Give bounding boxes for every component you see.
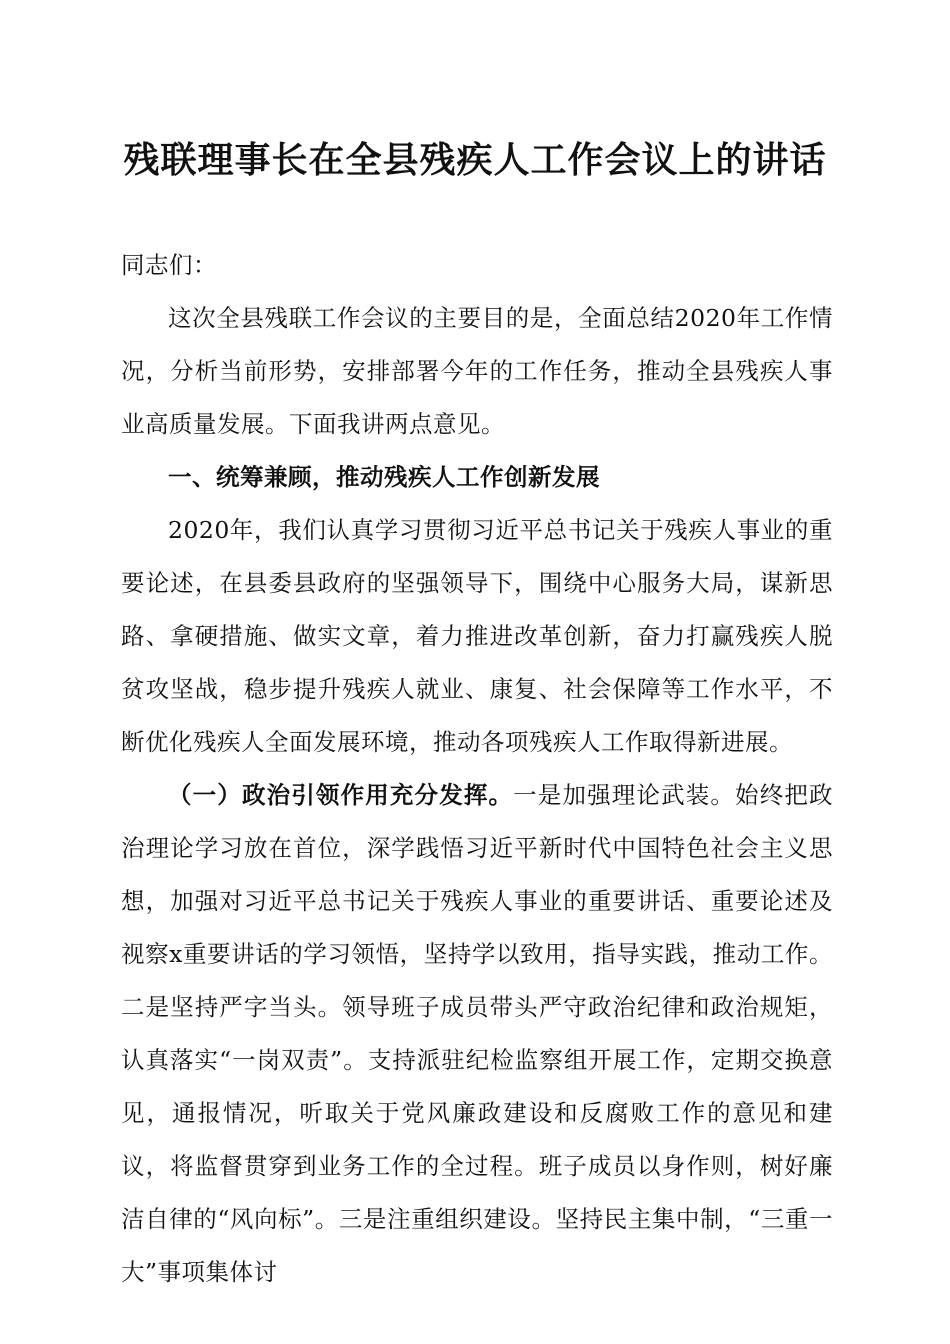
section-one-heading: 一、统筹兼顾，推动残疾人工作创新发展 bbox=[168, 463, 600, 491]
intro-paragraph: 这次全县残联工作会议的主要目的是，全面总结2020年工作情况，分析当前形势，安排部署今年的工作任务，推动全县残疾人事业高质量发展。下面我讲两点意见。 bbox=[121, 304, 833, 438]
document-body bbox=[121, 239, 833, 1299]
greeting-paragraph: 同志们： bbox=[121, 251, 217, 279]
document-title: 残联理事长在全县残疾人工作会议上的讲话 bbox=[123, 139, 827, 181]
subsection-one-text: 一是加强理论武装。始终把政治理论学习放在首位，深学践悟习近平新时代中国特色社会主义思想，加强对习近平总书记关于残疾人事业的重要讲话、重要论述及视察x重要讲话的学习领悟，坚持学以致用，指导实践，推动工作。二是坚持严字当头。领导班子成员带头严守政治纪律和政治规矩，认真落实“一岗双责”。支持派驻纪检监察组开展工作，定期交换意见，通报情况，听取关于党风廉政建设和反腐败工作的意见和建议，将监督贯穿到业务工作的全过程。班子成员以身作则，树好廉洁自律的“风向标”。三是注重组织建设。坚持民主集中制，“三重一大”事项集体讨 bbox=[121, 781, 834, 1286]
section-one-paragraph: 2020年，我们认真学习贯彻习近平总书记关于残疾人事业的重要论述，在县委县政府的坚强领导下，围绕中心服务大局，谋新思路、拿硬措施、做实文章，着力推进改革创新，奋力打赢残疾人脱贫攻坚战，稳步提升残疾人就业、康复、社会保障等工作水平，不断优化残疾人全面发展环境，推动各项残疾人工作取得新进展。 bbox=[121, 516, 833, 756]
subsection-one-lead: （一）政治引领作用充分发挥。 bbox=[168, 781, 514, 809]
subsection-one-paragraph bbox=[121, 769, 833, 1299]
